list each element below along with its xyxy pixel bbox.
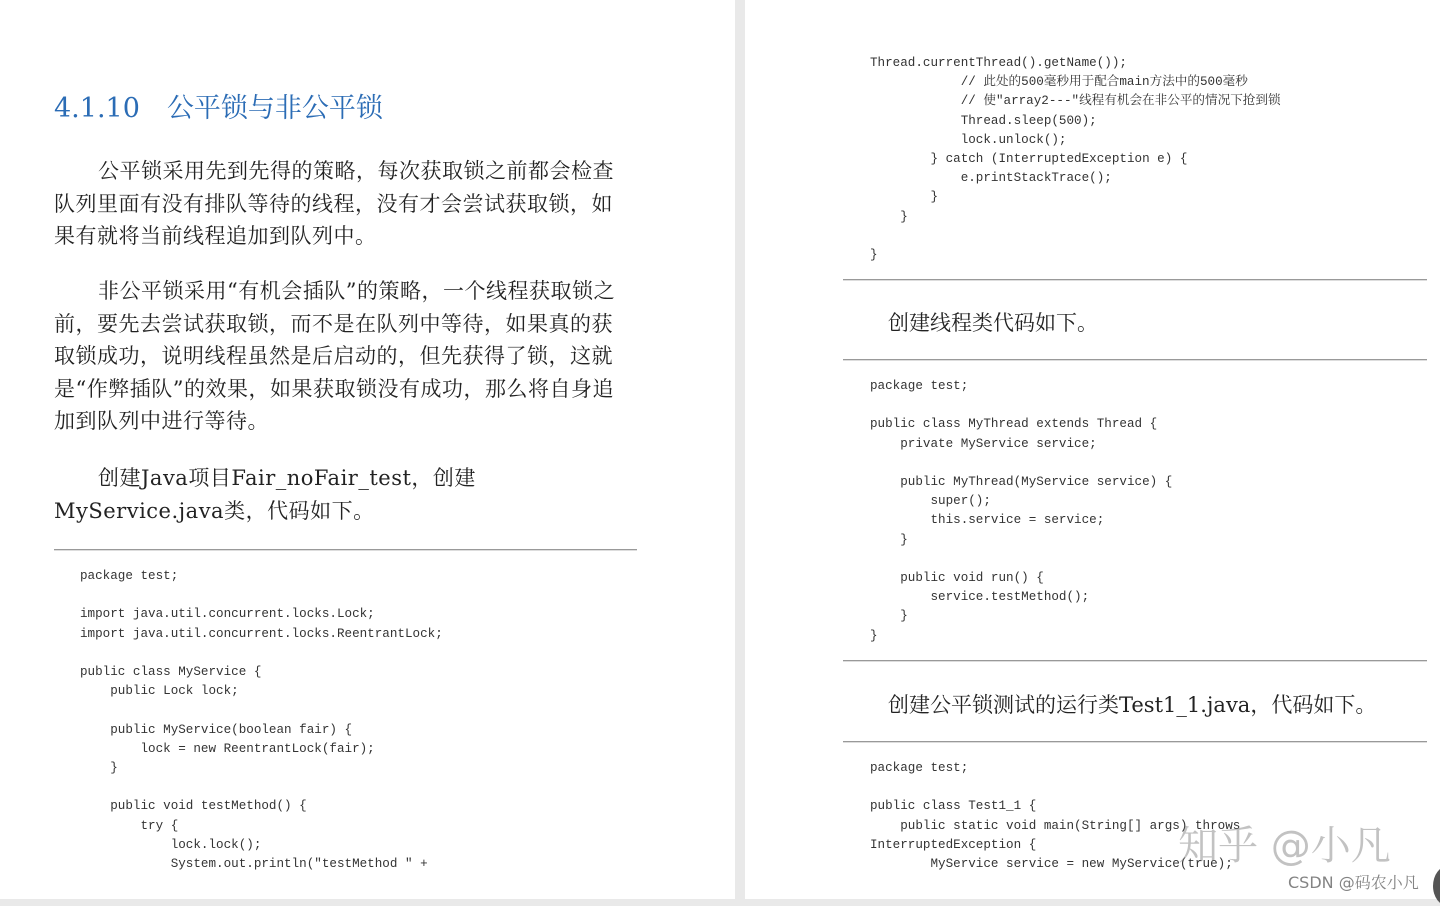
code-block-myservice-cont: Thread.currentThread().getName()); // 此处的500毫秒用于配合main方法中的500毫秒 // 使"array2---"线程有机会在非公平的情况下抢到锁 Thread.sleep(500); lock.unlock(); } catch (InterruptedException e) { e.printStackTrace(); } } } [870, 56, 1281, 263]
code-block-mythread: package test; public class MyThread extends Thread { private MyService service; public MyThread(MyService service) { super(); this.service = service; } public void run() { service.testMethod(); } } [870, 379, 1173, 643]
paragraph-create-project: 创建Java项目Fair_noFair_test，创建MyService.java类，代码如下。 [54, 466, 476, 523]
paragraph-fair-lock: 公平锁采用先到先得的策略，每次获取锁之前都会检查队列里面有没有排队等待的线程，没有才会尝试获取锁，如果有就将当前线程追加到队列中。 [54, 159, 614, 248]
caption-mythread: 创建线程类代码如下。 [888, 311, 1098, 335]
right-page [745, 0, 1440, 899]
code-block-myservice: package test; import java.util.concurrent.locks.Lock; import java.util.concurrent.locks.ReentrantLock; public class MyService { public Lock lock; public MyService(boolean fair) { lock = new ReentrantLock(fair); } public void testMethod() { try { lock.lock(); System.out.println("testMethod " + [80, 569, 443, 872]
zhihu-watermark: 知乎 @小凡 [1178, 823, 1391, 869]
csdn-watermark: CSDN @码农小凡 [1288, 873, 1419, 892]
code-divider [843, 660, 1427, 662]
code-divider [843, 741, 1427, 743]
code-divider [54, 549, 637, 551]
code-divider [843, 359, 1427, 361]
paragraph-unfair-lock: 非公平锁采用“有机会插队”的策略，一个线程获取锁之前，要先去尝试获取锁，而不是在队列中等待，如果真的获取锁成功，说明线程虽然是后启动的，但先获得了锁，这就是“作弊插队”的效果，如果获取锁没有成功，那么将自身追加到队列中进行等待。 [54, 279, 615, 433]
section-heading: 4.1.10 公平锁与非公平锁 [54, 93, 383, 124]
code-block-test1-1: package test; public class Test1_1 { public static void main(String[] args) throws InterruptedException { MyService service = new MyService(true); [870, 761, 1241, 872]
code-divider [843, 279, 1427, 281]
caption-test1-1: 创建公平锁测试的运行类Test1_1.java，代码如下。 [888, 693, 1377, 717]
